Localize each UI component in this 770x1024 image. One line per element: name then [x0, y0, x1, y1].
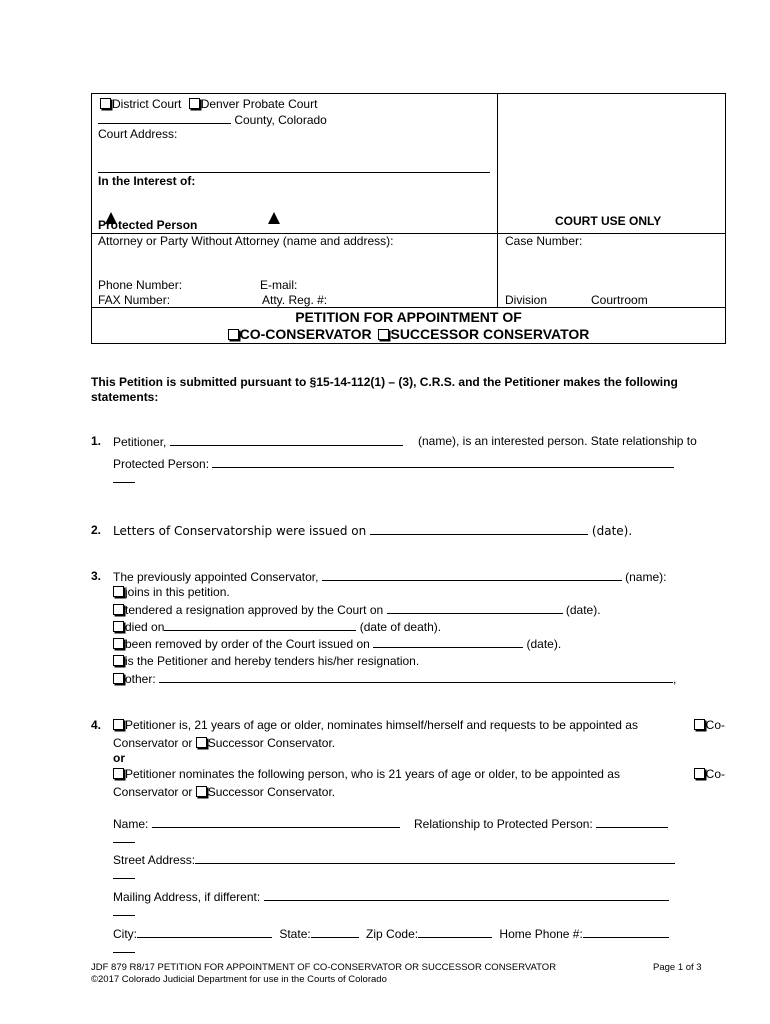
other-checkbox[interactable]	[113, 673, 124, 684]
item-2-number: 2.	[91, 523, 102, 537]
successor-a-label: Successor Conservator.	[207, 736, 336, 750]
zip-blank[interactable]	[418, 926, 492, 938]
item-4-number: 4.	[91, 718, 102, 732]
petitioner-name-blank[interactable]	[170, 434, 403, 446]
name-field	[113, 816, 400, 831]
nominee-label: Petitioner nominates the following person, who is 21 years of age or older, to be appointed as	[125, 767, 620, 781]
petitioner-self-label: Petitioner is, 21 years of age or older, nominates himself/herself and requests to be appointed as	[125, 718, 638, 732]
email-label: E-mail:	[260, 278, 298, 292]
intro-text-2: statements:	[91, 390, 159, 404]
removed-date-suffix: (date).	[526, 637, 562, 651]
relationship-blank[interactable]	[212, 456, 674, 468]
city-state-zip	[113, 926, 669, 941]
city-label: City:	[113, 927, 137, 941]
letters-date-blank[interactable]	[370, 523, 588, 535]
fax-label: FAX Number:	[98, 293, 171, 307]
option-joins	[113, 585, 230, 599]
item-1-petitioner: Petitioner,	[113, 435, 167, 449]
street-blank[interactable]	[195, 852, 675, 864]
district-court-checkbox[interactable]	[100, 98, 111, 109]
court-address-label: Court Address:	[98, 127, 178, 141]
state-blank[interactable]	[311, 926, 359, 938]
resigned-date-suffix: (date).	[565, 603, 601, 617]
denver-probate-label: Denver Probate Court	[200, 97, 318, 111]
title-line2	[91, 326, 726, 342]
courtroom-label: Courtroom	[591, 293, 648, 307]
item-4-option-b	[113, 767, 725, 781]
county-label: County, Colorado	[234, 113, 327, 127]
street-label: Street Address:	[113, 853, 196, 867]
street-continuation[interactable]	[113, 878, 135, 879]
county-blank[interactable]	[98, 112, 231, 124]
option-petitioner-resigns	[113, 654, 419, 668]
attorney-label: Attorney or Party Without Attorney (name and address):	[98, 234, 394, 248]
triangle-up-icon	[268, 212, 280, 224]
other-blank[interactable]	[159, 671, 673, 683]
option-removed	[113, 636, 561, 651]
option-died	[113, 619, 441, 634]
successor-b-checkbox[interactable]	[196, 786, 207, 797]
joins-checkbox[interactable]	[113, 586, 124, 597]
petitioner-resigns-label: is the Petitioner and hereby tenders his/her resignation.	[125, 654, 420, 668]
successor-conservator-checkbox[interactable]	[378, 329, 389, 340]
phone-label: Phone Number:	[98, 278, 183, 292]
died-label: died on	[125, 620, 165, 634]
footer-form-id: JDF 879 R8/17 PETITION FOR APPOINTMENT OF CO-CONSERVATOR OR SUCCESSOR CONSERVATOR	[91, 962, 557, 973]
option-other: other: ,	[113, 671, 676, 686]
item-1-line	[113, 434, 403, 449]
nominee-checkbox[interactable]	[113, 768, 124, 779]
name-label: Name:	[113, 817, 149, 831]
zip-label: Zip Code:	[366, 927, 419, 941]
item-2-line	[113, 523, 632, 538]
successor-conservator-label: SUCCESSOR CONSERVATOR	[390, 326, 590, 342]
district-court-label: District Court	[112, 97, 182, 111]
protected-person-relationship-label: Protected Person:	[113, 457, 210, 471]
co-conservator-checkbox[interactable]	[228, 329, 239, 340]
court-selection	[100, 97, 317, 111]
court-use-only: COURT USE ONLY	[555, 214, 662, 228]
division-label: Division	[505, 293, 548, 307]
relationship-field	[414, 816, 668, 831]
resigned-date-blank[interactable]	[387, 602, 563, 614]
died-date-suffix: (date of death).	[359, 620, 442, 634]
previous-conservator-label: The previously appointed Conservator,	[113, 570, 319, 584]
letters-date-suffix: (date).	[591, 524, 633, 538]
state-label: State:	[279, 927, 311, 941]
title-line1: PETITION FOR APPOINTMENT OF	[295, 309, 522, 325]
atty-reg-label: Atty. Reg. #:	[262, 293, 328, 307]
street-field	[113, 852, 675, 867]
footer-page: Page 1 of 3	[653, 962, 702, 973]
relationship-person-blank[interactable]	[596, 816, 668, 828]
other-label: other:	[125, 672, 156, 686]
home-phone-label: Home Phone #:	[499, 927, 583, 941]
item-1-interested: (name), is an interested person. State relationship to	[418, 434, 697, 448]
successor-b-label: Successor Conservator.	[207, 785, 336, 799]
removed-label: been removed by order of the Court issued on	[125, 637, 370, 651]
item-4-option-a-cont	[113, 736, 335, 750]
footer-copyright: ©2017 Colorado Judicial Department for use in the Courts of Colorado	[91, 974, 387, 985]
city-continuation[interactable]	[113, 952, 135, 953]
resigned-checkbox[interactable]	[113, 604, 124, 615]
resigned-label: tendered a resignation approved by the Court on	[125, 603, 384, 617]
removed-checkbox[interactable]	[113, 638, 124, 649]
removed-date-blank[interactable]	[373, 636, 523, 648]
co-b-label: Co-	[705, 767, 725, 781]
petitioner-self-checkbox[interactable]	[113, 719, 124, 730]
previous-conservator-suffix: (name):	[625, 570, 667, 584]
caption-right-box	[497, 93, 726, 234]
protected-person-label: Protected Person	[98, 218, 198, 232]
arrow-right	[268, 212, 280, 227]
conservator-or-b: Conservator or	[113, 785, 193, 799]
item-1-relationship	[113, 456, 674, 471]
co-a-label: Co-	[705, 718, 725, 732]
interest-of-label: In the Interest of:	[98, 174, 196, 188]
item-3-number: 3.	[91, 569, 102, 583]
city-blank[interactable]	[137, 926, 272, 938]
died-checkbox[interactable]	[113, 621, 124, 632]
or-label: or	[113, 751, 125, 765]
home-phone-blank[interactable]	[583, 926, 669, 938]
mailing-continuation[interactable]	[113, 915, 135, 916]
mailing-blank[interactable]	[264, 889, 669, 901]
intro-text: This Petition is submitted pursuant to §15-14-112(1) – (3), C.R.S. and the Petitioner makes the following	[91, 375, 678, 389]
co-conservator-b-checkbox[interactable]	[694, 768, 705, 779]
court-address-line[interactable]	[98, 172, 490, 173]
item-4-option-b-cont	[113, 785, 335, 799]
item-1-continuation[interactable]	[113, 482, 135, 483]
previous-conservator-blank[interactable]	[322, 569, 622, 581]
name-blank[interactable]	[152, 816, 400, 828]
joins-label: joins in this petition.	[125, 585, 230, 599]
petitioner-resigns-checkbox[interactable]	[113, 655, 124, 666]
co-conservator-label: CO-CONSERVATOR	[239, 326, 372, 342]
mailing-field	[113, 889, 669, 904]
item-1-number: 1.	[91, 434, 102, 448]
mailing-label: Mailing Address, if different:	[113, 890, 261, 904]
item-4-option-a	[113, 718, 725, 732]
successor-a-checkbox[interactable]	[196, 737, 207, 748]
died-date-blank[interactable]	[164, 619, 356, 631]
name-continuation[interactable]	[113, 842, 135, 843]
denver-probate-checkbox[interactable]	[189, 98, 200, 109]
letters-issued-label: Letters of Conservatorship were issued on	[113, 524, 367, 538]
county-line	[98, 112, 327, 127]
case-number-label: Case Number:	[505, 234, 583, 248]
item-3-line	[113, 569, 666, 584]
co-conservator-a-checkbox[interactable]	[694, 719, 705, 730]
conservator-or-a: Conservator or	[113, 736, 193, 750]
option-resigned	[113, 602, 601, 617]
relationship-label: Relationship to Protected Person:	[414, 817, 593, 831]
